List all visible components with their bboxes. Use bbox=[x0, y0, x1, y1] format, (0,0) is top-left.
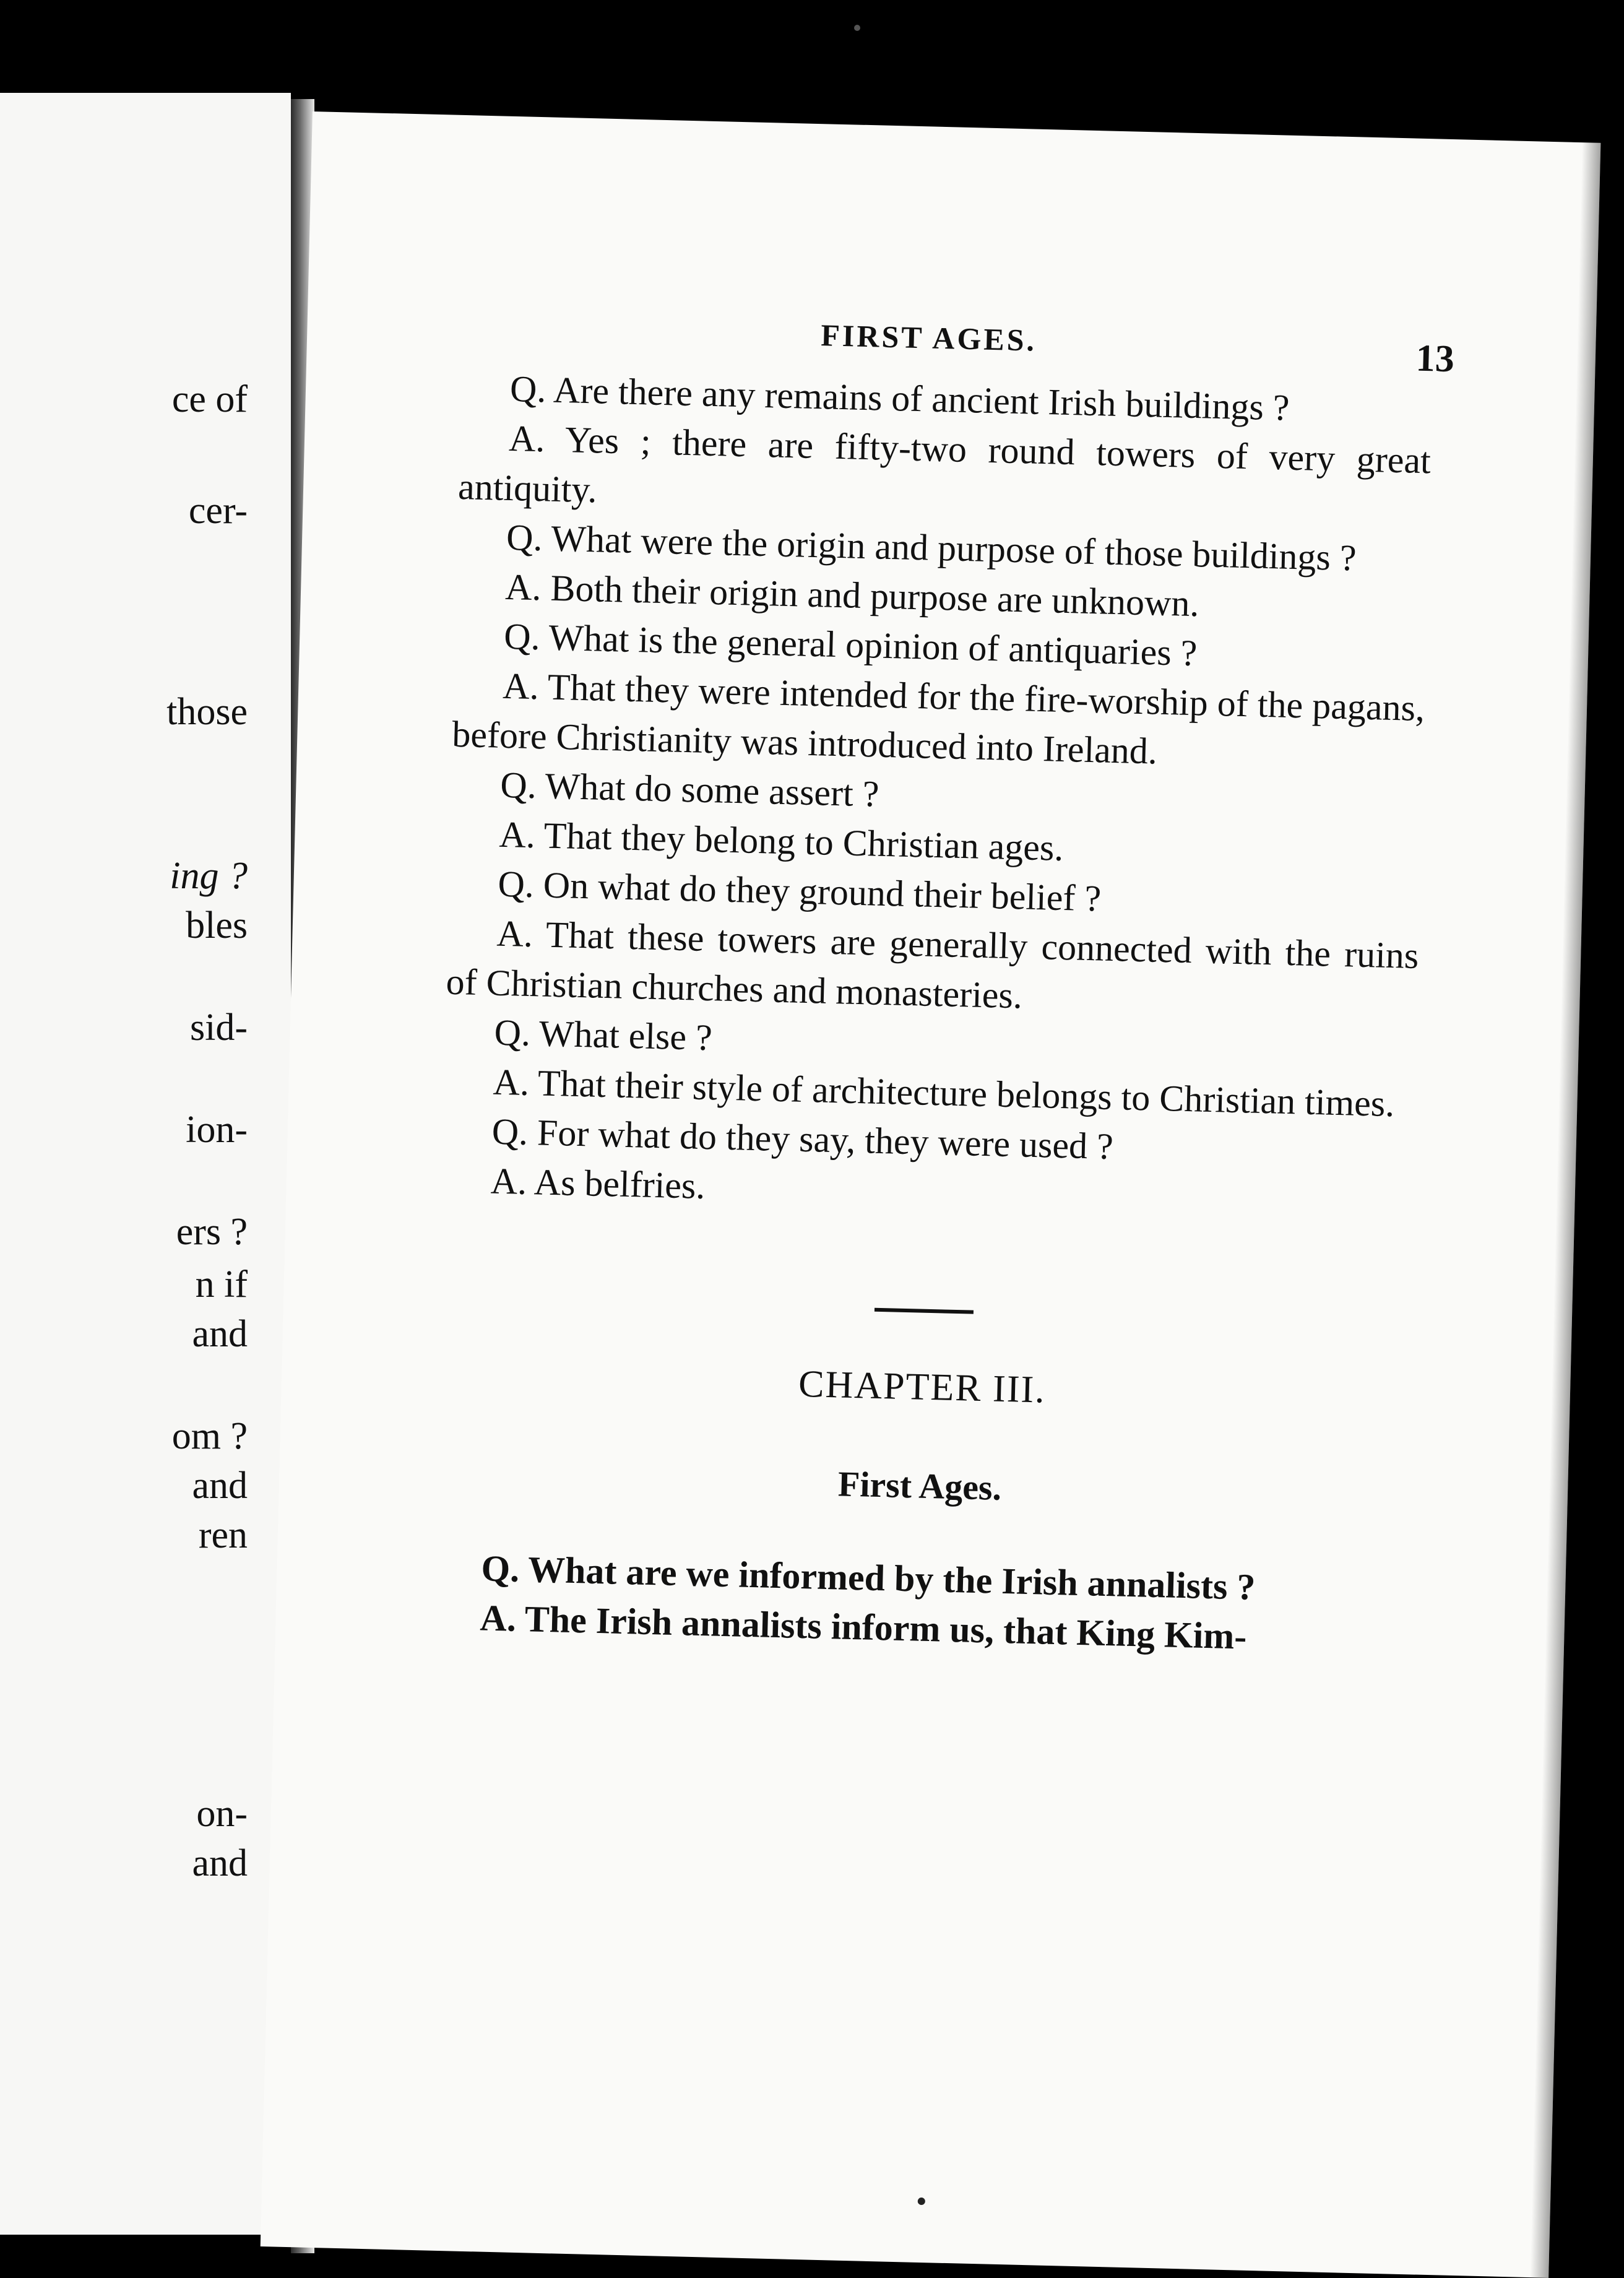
qa-list bbox=[441, 363, 1433, 1228]
answer: A. That their style of architecture belongs to Christian times. bbox=[492, 1061, 1396, 1125]
left-fragment: and bbox=[192, 1313, 248, 1355]
answer: A. Yes ; there are fifty-two round towers of very great antiquity. bbox=[457, 417, 1432, 511]
answer: A. As belfries. bbox=[490, 1160, 706, 1207]
answer: A. Both their origin and purpose are unknown. bbox=[504, 566, 1200, 625]
answer: A. That these towers are generally connected with the ruins of Christian churches and monasteries. bbox=[445, 912, 1420, 1016]
section-title: First Ages. bbox=[837, 1463, 1002, 1508]
scan-speck bbox=[854, 25, 860, 31]
left-fragment: bles bbox=[186, 904, 248, 946]
left-fragment: ion- bbox=[186, 1109, 248, 1151]
question: Q. What is the general opinion of antiquaries ? bbox=[503, 615, 1198, 674]
answer: A. The Irish annalists inform us, that King Kim- bbox=[479, 1597, 1248, 1657]
left-fragment: and bbox=[192, 1842, 248, 1884]
left-fragment: and bbox=[192, 1465, 248, 1507]
running-header: FIRST AGES. bbox=[820, 318, 1037, 358]
page-edge-shadow bbox=[1530, 142, 1600, 2278]
right-page bbox=[261, 111, 1601, 2278]
question: Q. What do some assert ? bbox=[499, 764, 880, 815]
left-fragment: ers ? bbox=[176, 1211, 248, 1253]
left-fragment: sid- bbox=[190, 1007, 248, 1049]
question: Q. What are we informed by the Irish annalists ? bbox=[480, 1548, 1256, 1608]
question: Q. On what do they ground their belief ? bbox=[497, 863, 1102, 919]
question: Q. What else ? bbox=[493, 1011, 713, 1059]
section-divider bbox=[875, 1308, 974, 1314]
answer: A. That they were intended for the fire-worship of the pagans, before Christianity was introduced into Ireland. bbox=[451, 665, 1425, 772]
left-fragment: cer- bbox=[188, 490, 248, 532]
chapter-qa-list bbox=[430, 1542, 1404, 1665]
left-page bbox=[0, 93, 291, 2235]
left-fragment: ing ? bbox=[170, 855, 248, 897]
ink-speck bbox=[918, 2198, 925, 2205]
page-number: 13 bbox=[1415, 337, 1455, 381]
chapter-title: CHAPTER III. bbox=[798, 1362, 1047, 1411]
question: Q. What were the origin and purpose of those buildings ? bbox=[506, 516, 1357, 579]
left-fragment: ce of bbox=[171, 378, 248, 420]
answer: A. That they belong to Christian ages. bbox=[498, 813, 1065, 868]
left-fragment: ren bbox=[198, 1514, 248, 1556]
left-fragment: on- bbox=[196, 1793, 248, 1835]
question: Q. For what do they say, they were used ? bbox=[491, 1111, 1114, 1167]
left-fragment: om ? bbox=[171, 1415, 248, 1457]
question: Q. Are there any remains of ancient Irish buildings ? bbox=[509, 368, 1290, 428]
page-body bbox=[430, 363, 1433, 1665]
left-fragment: those bbox=[166, 691, 248, 733]
left-fragment: n if bbox=[195, 1263, 248, 1306]
